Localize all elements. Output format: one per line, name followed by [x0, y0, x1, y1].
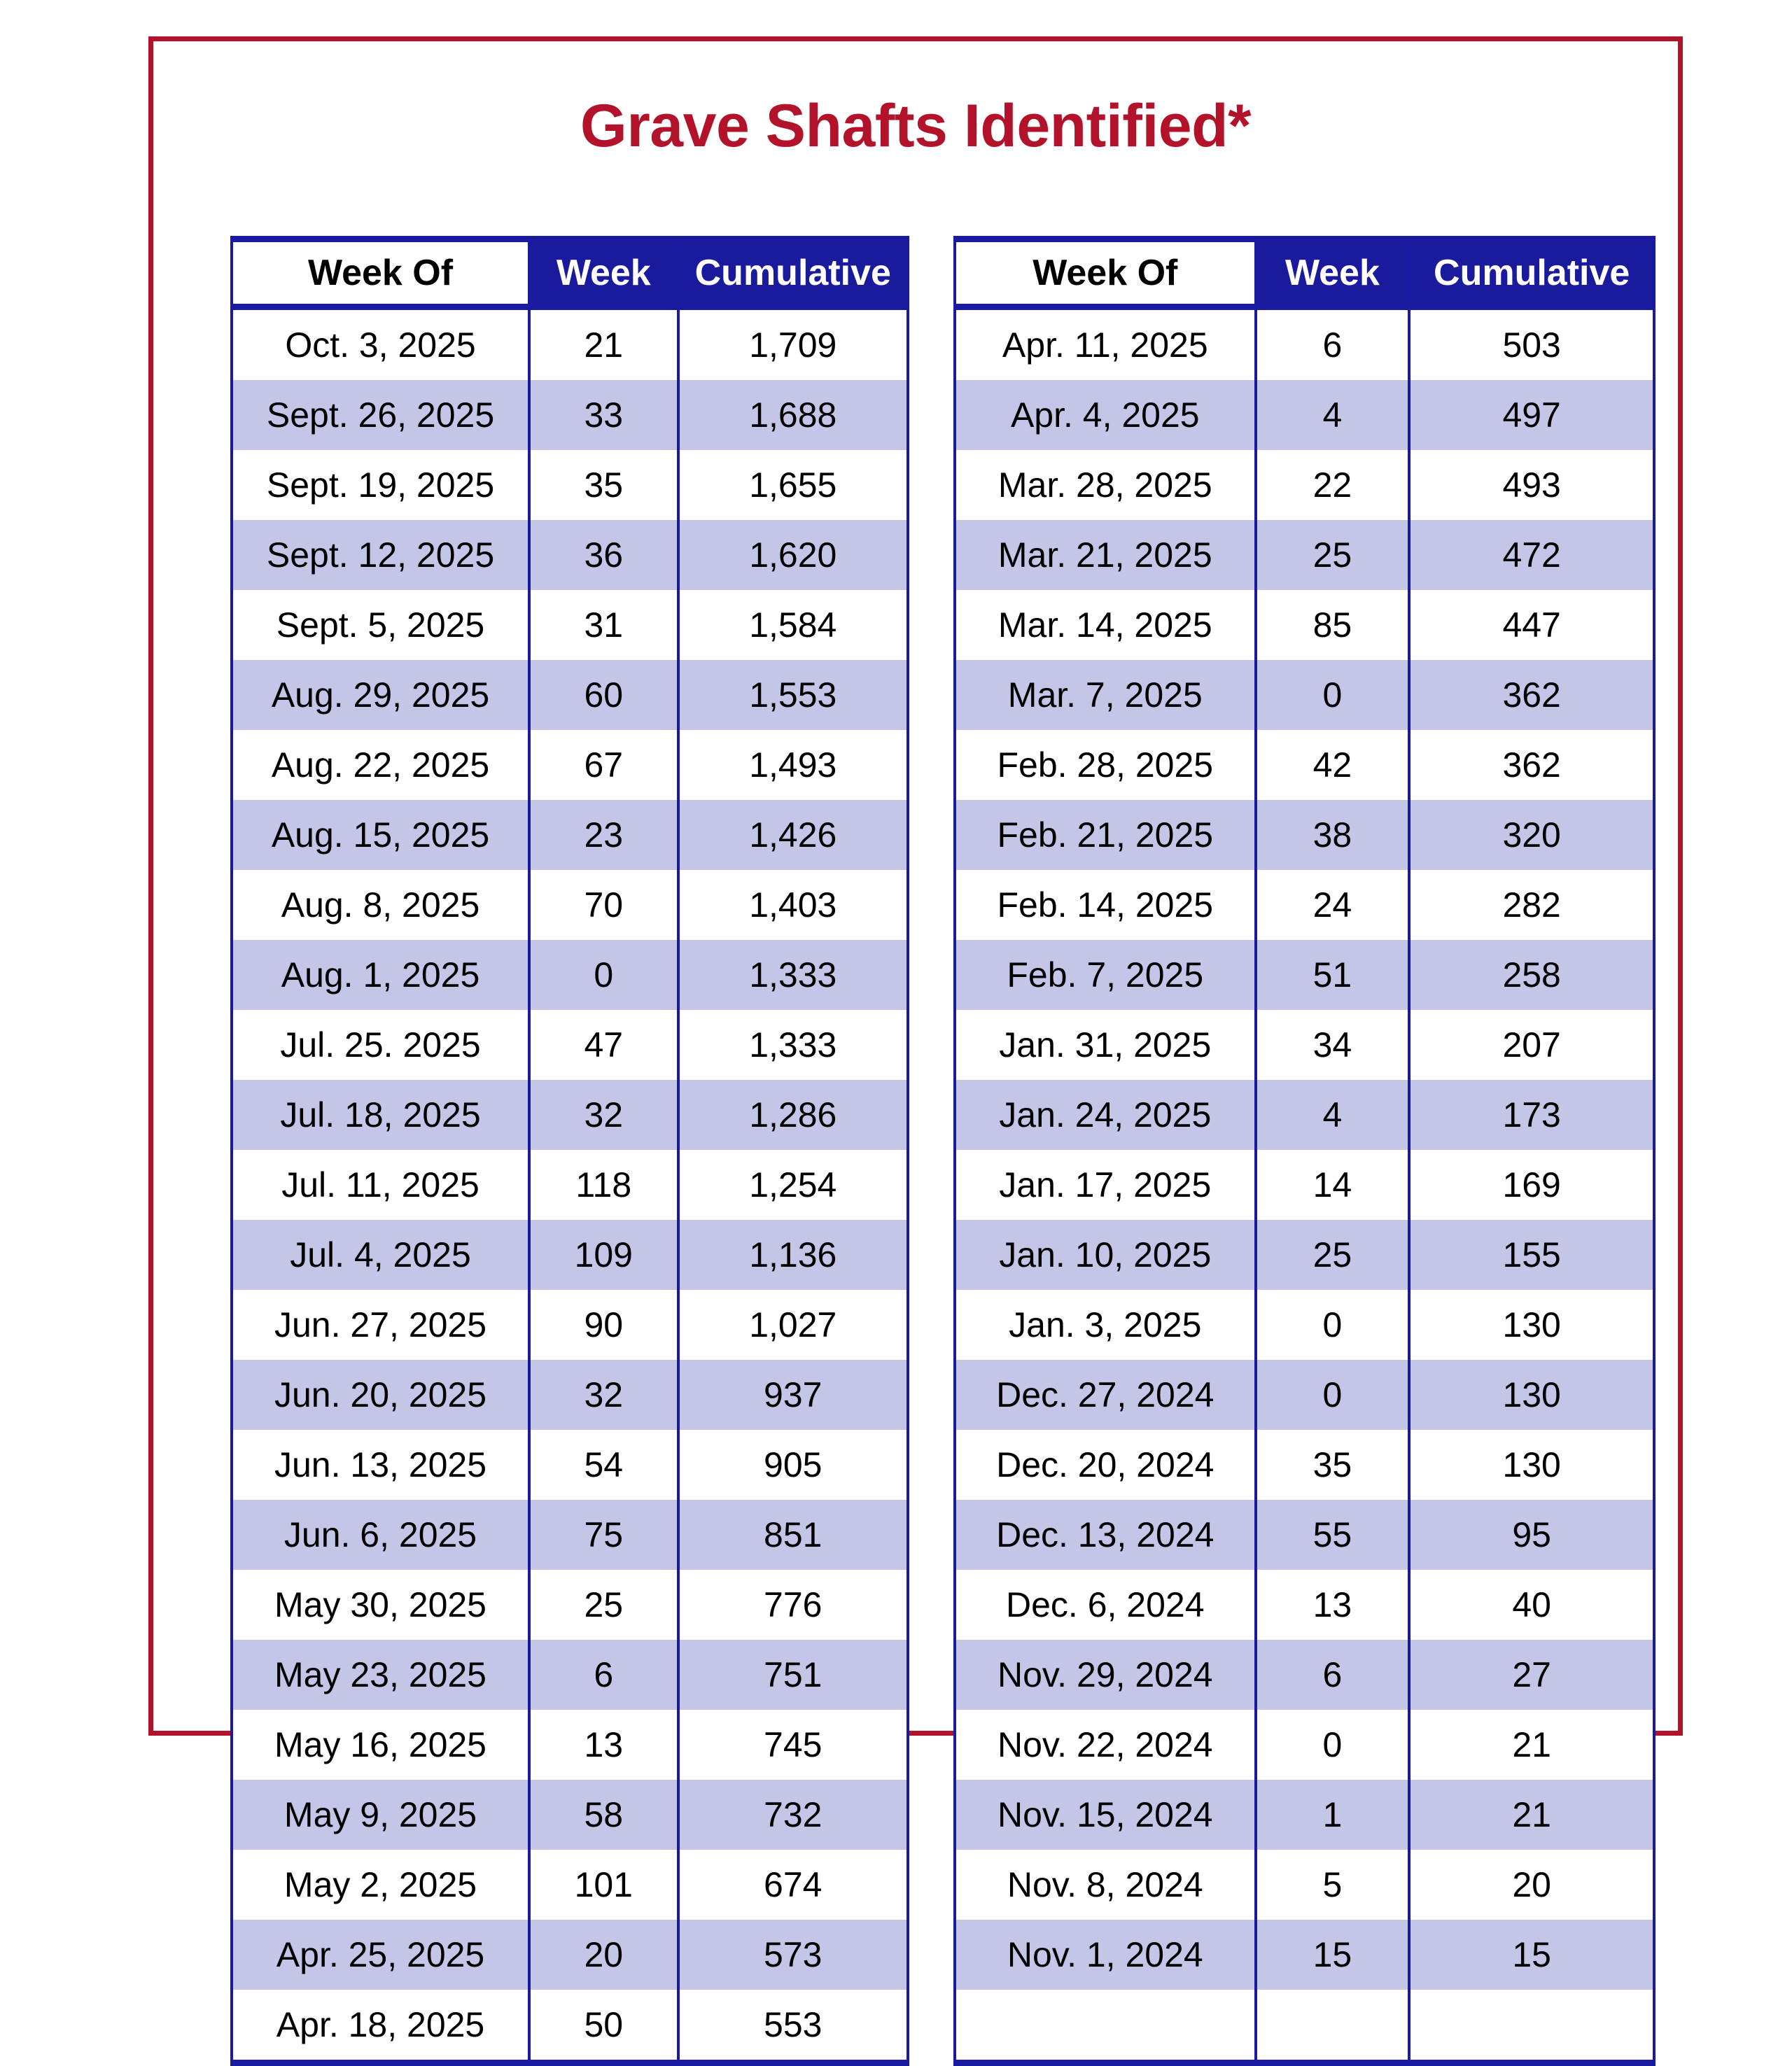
cell-week-of: Aug. 8, 2025 — [232, 870, 529, 940]
table-row — [232, 1360, 908, 1430]
cell-week: 33 — [529, 380, 678, 450]
cell-cumulative: 258 — [1409, 940, 1654, 1010]
table-right — [953, 242, 1656, 2060]
table-body-left — [232, 307, 908, 2060]
cell-week-of: May 23, 2025 — [232, 1640, 529, 1710]
cell-week-of: Mar. 14, 2025 — [955, 590, 1256, 660]
cell-week-of: Aug. 29, 2025 — [232, 660, 529, 730]
cell-week-of: Mar. 7, 2025 — [955, 660, 1256, 730]
cell-week-of: Oct. 3, 2025 — [232, 307, 529, 381]
cell-week-of: Feb. 21, 2025 — [955, 800, 1256, 870]
cell-week-of: Apr. 4, 2025 — [955, 380, 1256, 450]
cell-week: 32 — [529, 1360, 678, 1430]
cell-week: 36 — [529, 520, 678, 590]
cell-week: 75 — [529, 1500, 678, 1570]
cell-cumulative: 553 — [678, 1990, 908, 2060]
cell-week: 60 — [529, 660, 678, 730]
cell-week: 24 — [1256, 870, 1410, 940]
cell-cumulative: 95 — [1409, 1500, 1654, 1570]
cell-week-of: Apr. 25, 2025 — [232, 1920, 529, 1990]
cell-cumulative: 1,286 — [678, 1080, 908, 1150]
table-row — [955, 730, 1654, 800]
cell-week: 25 — [1256, 520, 1410, 590]
cell-cumulative: 1,254 — [678, 1150, 908, 1220]
table-row — [955, 800, 1654, 870]
cell-week: 0 — [1256, 660, 1410, 730]
cell-cumulative: 1,027 — [678, 1290, 908, 1360]
table-body-right — [955, 307, 1654, 2060]
cell-cumulative: 1,620 — [678, 520, 908, 590]
cell-cumulative: 282 — [1409, 870, 1654, 940]
cell-week: 42 — [1256, 730, 1410, 800]
cell-week: 58 — [529, 1780, 678, 1850]
cell-cumulative: 1,333 — [678, 1010, 908, 1080]
cell-cumulative: 130 — [1409, 1290, 1654, 1360]
cell-week-of: Jan. 3, 2025 — [955, 1290, 1256, 1360]
table-row — [955, 870, 1654, 940]
cell-week-of: Jun. 20, 2025 — [232, 1360, 529, 1430]
cell-week-of: Sept. 5, 2025 — [232, 590, 529, 660]
cell-cumulative: 27 — [1409, 1640, 1654, 1710]
table-row — [232, 1710, 908, 1780]
cell-week-of: Aug. 15, 2025 — [232, 800, 529, 870]
table-row — [232, 1430, 908, 1500]
cell-week: 5 — [1256, 1850, 1410, 1920]
cell-week-of: Feb. 14, 2025 — [955, 870, 1256, 940]
table-row — [232, 870, 908, 940]
cell-week: 47 — [529, 1010, 678, 1080]
table-row — [232, 1500, 908, 1570]
cell-week: 1 — [1256, 1780, 1410, 1850]
cell-week: 0 — [529, 940, 678, 1010]
cell-week-of: Nov. 22, 2024 — [955, 1710, 1256, 1780]
cell-week: 32 — [529, 1080, 678, 1150]
cell-week — [1256, 1990, 1410, 2060]
cell-week-of: Jul. 4, 2025 — [232, 1220, 529, 1290]
table-row — [955, 1150, 1654, 1220]
cell-week: 38 — [1256, 800, 1410, 870]
table-row — [955, 590, 1654, 660]
cell-cumulative: 21 — [1409, 1780, 1654, 1850]
cell-week-of: Nov. 1, 2024 — [955, 1920, 1256, 1990]
cell-week: 35 — [1256, 1430, 1410, 1500]
cell-cumulative: 130 — [1409, 1430, 1654, 1500]
cell-cumulative: 1,493 — [678, 730, 908, 800]
table-row — [232, 660, 908, 730]
table-row — [232, 1080, 908, 1150]
cell-cumulative: 1,709 — [678, 307, 908, 381]
cell-cumulative: 751 — [678, 1640, 908, 1710]
table-row — [232, 520, 908, 590]
cell-week: 0 — [1256, 1710, 1410, 1780]
cell-week-of: Aug. 1, 2025 — [232, 940, 529, 1010]
cell-week-of: Jun. 27, 2025 — [232, 1290, 529, 1360]
table-row — [955, 1920, 1654, 1990]
cell-week-of: Dec. 27, 2024 — [955, 1360, 1256, 1430]
table-row — [955, 450, 1654, 520]
cell-cumulative: 320 — [1409, 800, 1654, 870]
cell-cumulative: 745 — [678, 1710, 908, 1780]
cell-week: 22 — [1256, 450, 1410, 520]
cell-cumulative: 155 — [1409, 1220, 1654, 1290]
table-row — [955, 1290, 1654, 1360]
table-row — [232, 1290, 908, 1360]
cell-week: 54 — [529, 1430, 678, 1500]
cell-cumulative: 851 — [678, 1500, 908, 1570]
cell-week-of: Mar. 21, 2025 — [955, 520, 1256, 590]
cell-week: 55 — [1256, 1500, 1410, 1570]
column-header-week: Week — [1256, 242, 1410, 307]
table-row — [232, 1220, 908, 1290]
cell-cumulative: 207 — [1409, 1010, 1654, 1080]
cell-cumulative: 674 — [678, 1850, 908, 1920]
cell-cumulative: 573 — [678, 1920, 908, 1990]
cell-cumulative: 130 — [1409, 1360, 1654, 1430]
table-header-row — [955, 242, 1654, 307]
cell-week-of: Jul. 25. 2025 — [232, 1010, 529, 1080]
cell-week: 6 — [1256, 307, 1410, 381]
cell-week-of: Jan. 24, 2025 — [955, 1080, 1256, 1150]
cell-cumulative: 15 — [1409, 1920, 1654, 1990]
cell-week-of: Dec. 20, 2024 — [955, 1430, 1256, 1500]
cell-week-of — [955, 1990, 1256, 2060]
cell-week-of: Sept. 19, 2025 — [232, 450, 529, 520]
cell-week: 101 — [529, 1850, 678, 1920]
cell-week-of: Apr. 11, 2025 — [955, 307, 1256, 381]
cell-cumulative: 937 — [678, 1360, 908, 1430]
table-header-row — [232, 242, 908, 307]
cell-cumulative: 776 — [678, 1570, 908, 1640]
cell-cumulative: 447 — [1409, 590, 1654, 660]
cell-cumulative: 493 — [1409, 450, 1654, 520]
cell-cumulative: 1,136 — [678, 1220, 908, 1290]
cell-week-of: Dec. 6, 2024 — [955, 1570, 1256, 1640]
cell-cumulative: 40 — [1409, 1570, 1654, 1640]
table-row — [232, 380, 908, 450]
table-row — [955, 1710, 1654, 1780]
table-row — [232, 450, 908, 520]
cell-cumulative: 362 — [1409, 730, 1654, 800]
cell-cumulative: 1,655 — [678, 450, 908, 520]
cell-week-of: Mar. 28, 2025 — [955, 450, 1256, 520]
column-header-cumulative: Cumulative — [678, 242, 908, 307]
cell-cumulative: 1,426 — [678, 800, 908, 870]
table-row — [232, 307, 908, 381]
column-header-week: Week — [529, 242, 678, 307]
table-row — [955, 1850, 1654, 1920]
cell-week: 85 — [1256, 590, 1410, 660]
cell-week: 13 — [529, 1710, 678, 1780]
cell-week: 21 — [529, 307, 678, 381]
cell-week-of: Nov. 8, 2024 — [955, 1850, 1256, 1920]
cell-cumulative — [1409, 1990, 1654, 2060]
table-row — [955, 1500, 1654, 1570]
cell-cumulative: 732 — [678, 1780, 908, 1850]
table-row — [955, 380, 1654, 450]
cell-week: 34 — [1256, 1010, 1410, 1080]
page-title: Grave Shafts Identified* — [580, 92, 1252, 160]
cell-cumulative: 20 — [1409, 1850, 1654, 1920]
cell-week-of: Jan. 31, 2025 — [955, 1010, 1256, 1080]
cell-cumulative: 21 — [1409, 1710, 1654, 1780]
cell-week: 109 — [529, 1220, 678, 1290]
table-row — [232, 940, 908, 1010]
cell-week: 51 — [1256, 940, 1410, 1010]
table-row — [232, 590, 908, 660]
column-header-cumulative: Cumulative — [1409, 242, 1654, 307]
table-row — [955, 1640, 1654, 1710]
cell-week-of: Feb. 28, 2025 — [955, 730, 1256, 800]
table-row — [955, 940, 1654, 1010]
cell-cumulative: 362 — [1409, 660, 1654, 730]
cell-week: 25 — [1256, 1220, 1410, 1290]
cell-week: 35 — [529, 450, 678, 520]
cell-cumulative: 497 — [1409, 380, 1654, 450]
cell-week-of: May 30, 2025 — [232, 1570, 529, 1640]
cell-week-of: Nov. 15, 2024 — [955, 1780, 1256, 1850]
table-row — [232, 1920, 908, 1990]
cell-week: 6 — [1256, 1640, 1410, 1710]
cell-week: 6 — [529, 1640, 678, 1710]
table-row — [232, 1990, 908, 2060]
cell-week: 90 — [529, 1290, 678, 1360]
table-row — [232, 730, 908, 800]
table-row — [232, 1010, 908, 1080]
cell-week-of: Jan. 17, 2025 — [955, 1150, 1256, 1220]
cell-week: 4 — [1256, 1080, 1410, 1150]
table-row — [955, 307, 1654, 381]
table-left — [230, 242, 909, 2060]
cell-cumulative: 1,403 — [678, 870, 908, 940]
cell-week: 70 — [529, 870, 678, 940]
cell-week-of: Feb. 7, 2025 — [955, 940, 1256, 1010]
cell-week: 14 — [1256, 1150, 1410, 1220]
table-row — [955, 1430, 1654, 1500]
table-row — [232, 1150, 908, 1220]
cell-week: 67 — [529, 730, 678, 800]
cell-week: 31 — [529, 590, 678, 660]
cell-week-of: Sept. 12, 2025 — [232, 520, 529, 590]
cell-week-of: Nov. 29, 2024 — [955, 1640, 1256, 1710]
cell-cumulative: 1,584 — [678, 590, 908, 660]
cell-week: 118 — [529, 1150, 678, 1220]
table-row — [955, 660, 1654, 730]
cell-week-of: Aug. 22, 2025 — [232, 730, 529, 800]
cell-week: 25 — [529, 1570, 678, 1640]
cell-week: 20 — [529, 1920, 678, 1990]
cell-week: 4 — [1256, 380, 1410, 450]
cell-week: 0 — [1256, 1290, 1410, 1360]
table-row — [955, 520, 1654, 590]
cell-week-of: Jul. 18, 2025 — [232, 1080, 529, 1150]
table-row — [955, 1220, 1654, 1290]
cell-cumulative: 503 — [1409, 307, 1654, 381]
table-row — [232, 1570, 908, 1640]
cell-week-of: Jun. 13, 2025 — [232, 1430, 529, 1500]
report-frame — [148, 36, 1683, 2044]
table-row — [955, 1080, 1654, 1150]
table-row — [955, 1570, 1654, 1640]
column-header-week-of: Week Of — [232, 242, 529, 307]
cell-week-of: Apr. 18, 2025 — [232, 1990, 529, 2060]
table-row — [955, 1990, 1654, 2060]
cell-week: 13 — [1256, 1570, 1410, 1640]
cell-week: 0 — [1256, 1360, 1410, 1430]
cell-week: 15 — [1256, 1920, 1410, 1990]
cell-cumulative: 1,688 — [678, 380, 908, 450]
cell-week-of: Jan. 10, 2025 — [955, 1220, 1256, 1290]
table-row — [232, 1850, 908, 1920]
cell-week-of: Sept. 26, 2025 — [232, 380, 529, 450]
table-row — [232, 800, 908, 870]
table-row — [955, 1010, 1654, 1080]
table-row — [232, 1780, 908, 1850]
table-row — [955, 1780, 1654, 1850]
cell-cumulative: 169 — [1409, 1150, 1654, 1220]
cell-cumulative: 472 — [1409, 520, 1654, 590]
table-row — [955, 1360, 1654, 1430]
table-row — [232, 1640, 908, 1710]
cell-week-of: Jul. 11, 2025 — [232, 1150, 529, 1220]
cell-week-of: Jun. 6, 2025 — [232, 1500, 529, 1570]
cell-week-of: May 9, 2025 — [232, 1780, 529, 1850]
cell-week: 23 — [529, 800, 678, 870]
column-header-week-of: Week Of — [955, 242, 1256, 307]
cell-cumulative: 905 — [678, 1430, 908, 1500]
cell-cumulative: 173 — [1409, 1080, 1654, 1150]
cell-week-of: May 16, 2025 — [232, 1710, 529, 1780]
cell-week-of: May 2, 2025 — [232, 1850, 529, 1920]
cell-week: 50 — [529, 1990, 678, 2060]
cell-cumulative: 1,333 — [678, 940, 908, 1010]
cell-cumulative: 1,553 — [678, 660, 908, 730]
cell-week-of: Dec. 13, 2024 — [955, 1500, 1256, 1570]
